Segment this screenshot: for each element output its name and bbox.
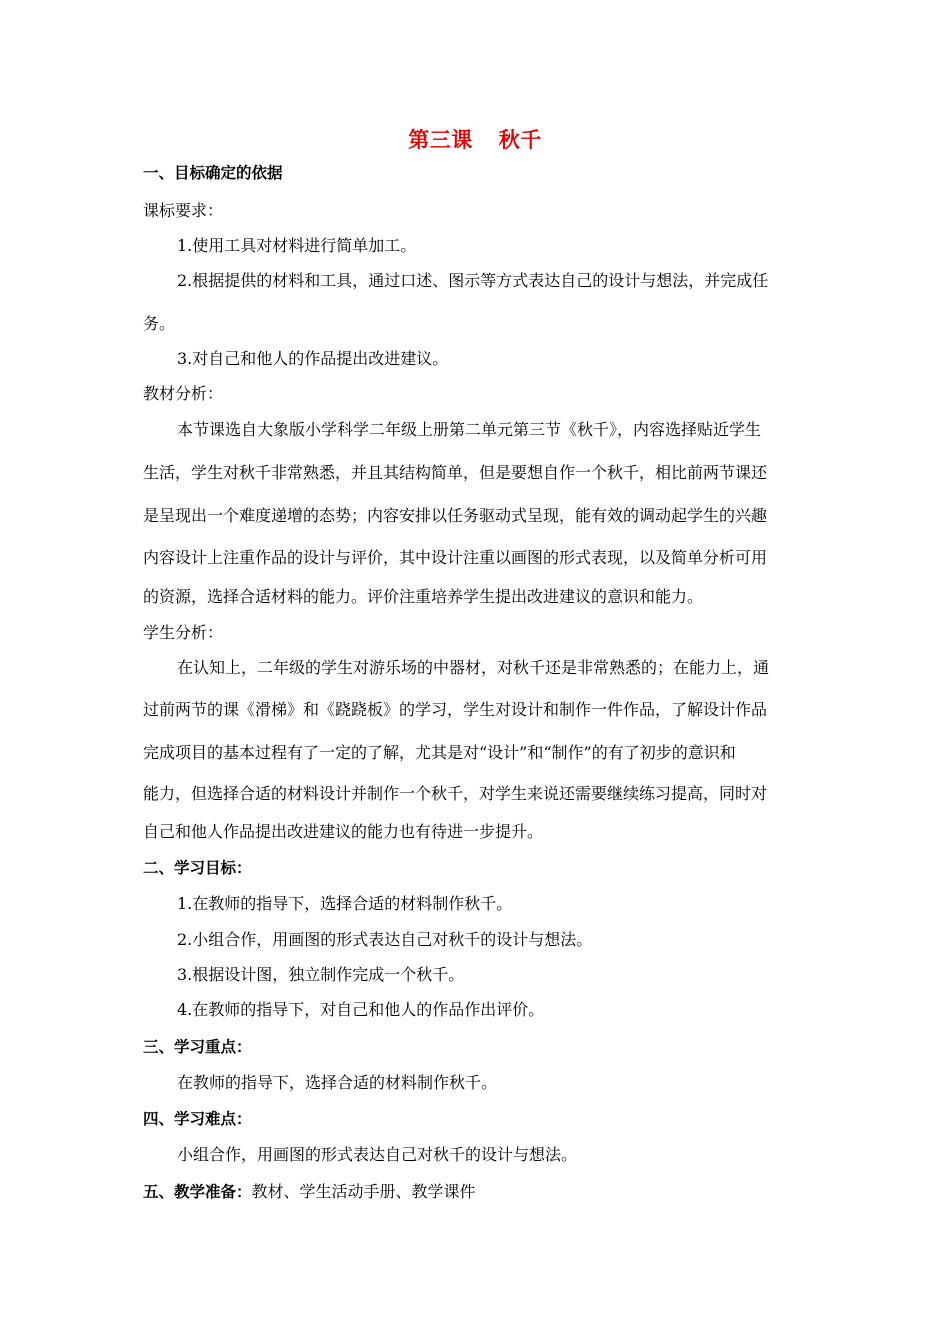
- requirement-2-line-2: 务。: [143, 314, 176, 333]
- section-3-heading: 三、学习重点：: [143, 1038, 252, 1056]
- requirement-2-line-1: 2.根据提供的材料和工具，通过口述、图示等方式表达自己的设计与想法，并完成任: [177, 271, 769, 290]
- lesson-title: [0, 124, 950, 154]
- student-analysis-label: 学生分析：: [143, 623, 224, 642]
- key-point-text: 在教师的指导下，选择合适的材料制作秋千。: [177, 1073, 498, 1092]
- section-5: [143, 1182, 823, 1202]
- requirement-3: 3.对自己和他人的作品提出改进建议。: [177, 349, 449, 368]
- difficult-point-text: 小组合作，用画图的形式表达自己对秋千的设计与想法。: [177, 1145, 578, 1164]
- learning-objective-2: 2.小组合作，用画图的形式表达自己对秋千的设计与想法。: [177, 930, 593, 949]
- textbook-analysis-label: 教材分析：: [143, 384, 224, 403]
- student-analysis-line-5: 自己和他人作品提出改进建议的能力也有待进一步提升。: [143, 822, 544, 841]
- learning-objective-4: 4.在教师的指导下，对自己和他人的作品作出评价。: [177, 1000, 545, 1019]
- student-analysis-line-1: 在认知上，二年级的学生对游乐场的中器材，对秋千还是非常熟悉的；在能力上，通: [177, 658, 770, 677]
- learning-objective-3: 3.根据设计图，独立制作完成一个秋千。: [177, 965, 465, 984]
- section-2-heading: 二、学习目标：: [143, 859, 252, 877]
- section-5-heading: 五、教学准备：: [143, 1183, 252, 1201]
- teaching-preparation-text: 教材、学生活动手册、教学课件: [251, 1182, 476, 1201]
- student-analysis-line-2: 过前两节的课《滑梯》和《跷跷板》的学习，学生对设计和制作一件作品，了解设计作品: [143, 700, 768, 719]
- textbook-analysis-line-4: 内容设计上注重作品的设计与评价，其中设计注重以画图的形式表现，以及简单分析可用: [143, 548, 768, 567]
- textbook-analysis-line-2: 生活，学生对秋千非常熟悉，并且其结构简单，但是要想自作一个秋千，相比前两节课还: [143, 463, 768, 482]
- lesson-name: 秋千: [498, 128, 542, 152]
- textbook-analysis-line-1: 本节课选自大象版小学科学二年级上册第二单元第三节《秋千》，内容选择贴近学生: [177, 420, 762, 439]
- student-analysis-line-3: 完成项目的基本过程有了一定的了解，尤其是对“设计”和“制作”的有了初步的意识和: [143, 743, 736, 762]
- student-analysis-line-4: 能力，但选择合适的材料设计并制作一个秋千，对学生来说还需要继续练习提高，同时对: [143, 784, 768, 803]
- section-4-heading: 四、学习难点：: [143, 1110, 252, 1128]
- textbook-analysis-line-3: 是呈现出一个难度递增的态势；内容安排以任务驱动式呈现，能有效的调动起学生的兴趣: [143, 506, 768, 525]
- lesson-number: 第三课: [408, 128, 473, 152]
- section-1-heading: 一、目标确定的依据: [143, 164, 283, 182]
- learning-objective-1: 1.在教师的指导下，选择合适的材料制作秋千。: [177, 894, 513, 913]
- curriculum-requirements-label: 课标要求：: [143, 201, 224, 220]
- requirement-1: 1.使用工具对材料进行简单加工。: [177, 236, 417, 255]
- textbook-analysis-line-5: 的资源，选择合适材料的能力。评价注重培养学生提出改进建议的意识和能力。: [143, 587, 704, 606]
